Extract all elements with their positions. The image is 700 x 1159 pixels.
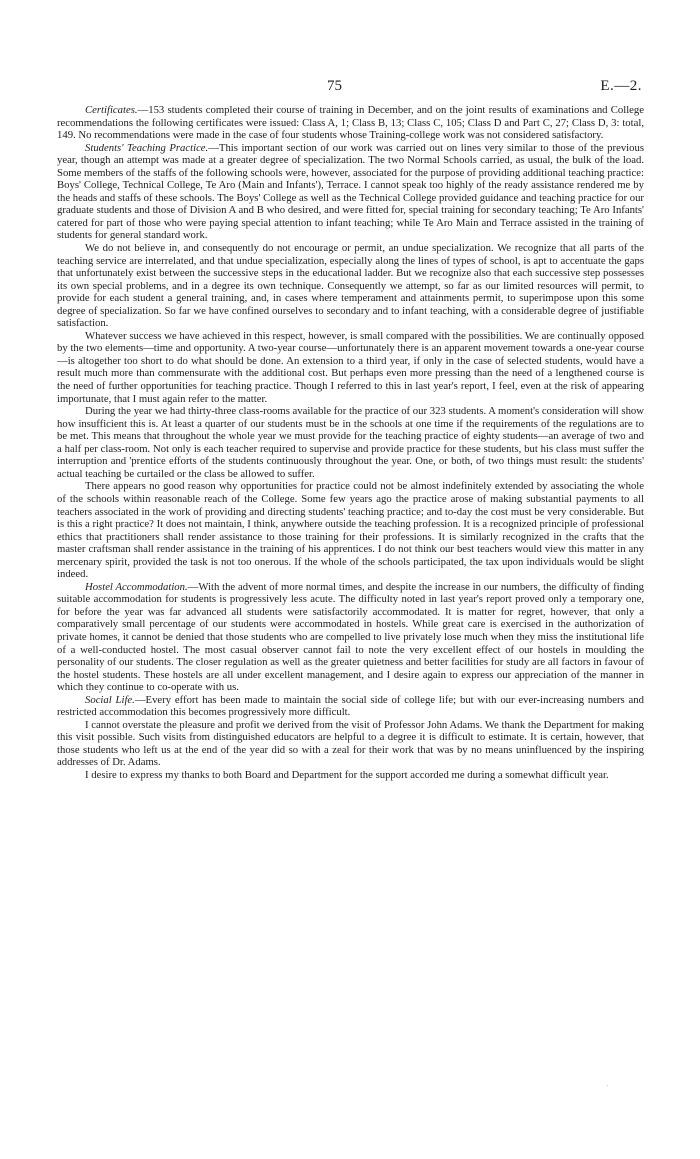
paragraph-social-life xyxy=(57,694,644,719)
paragraph-certificates xyxy=(57,104,644,142)
paragraph-heading: Social Life. xyxy=(85,693,135,706)
paragraph-heading: Certificates. xyxy=(85,104,138,116)
paragraph-text: —This important section of our work was carried out on lines very similar to those of the previous year, though an attempt was made at a greater degree of specialization. The two Normal Schools carried, as usual, the bulk of the load. Some members of the staffs of the following schools were, however, associated for the purpose of providing additional teaching practice: Boys' College, Technical College, Te Aro (Main and Infants'), Terrace. I cannot speak too highly of the ready assistance rendered me by the heads and staffs of these schools. The Boys' College as well as the Technical College provided guidance and teaching practice for our graduate students and those of Division A and B who desired, and were fitted for, special training for secondary teaching; Te Aro Infants' catered for part of those who were paying special attention to infant teaching; while Te Aro Main and Terrace assisted in the training of students for general standard work. xyxy=(57,141,644,242)
paragraph-text: I desire to express my thanks to both Board and Department for the support accorded me during a somewhat difficult year. xyxy=(85,768,609,781)
scan-mark: · xyxy=(606,1082,609,1090)
paragraph-text: Whatever success we have achieved in this respect, however, is small compared with the possibilities. We are continually opposed by the two elements—time and opportunity. A two-year course—unfortunately there is an apparent movement towards a one-year course—is altogether too short to do what should be done. An extension to a third year, if only in the case of selected students, would have a result much more than commensurate with the additional cost. But perhaps even more pressing than the need of a lengthened course is the need of further opportunities for teaching practice. Though I referred to this in last year's report, I feel, even at the risk of appearing importunate, that I must again refer to the matter. xyxy=(57,329,644,405)
document-reference: E.—2. xyxy=(600,78,642,94)
paragraph-thanks xyxy=(57,769,644,782)
paragraph-text: —Every effort has been made to maintain the social side of college life; but with our ever-increasing numbers and restricted accommodation this becomes progressively more difficult. xyxy=(57,693,644,719)
paragraph-teaching-practice xyxy=(57,142,644,242)
paragraph-text: We do not believe in, and consequently do not encourage or permit, an undue specialization. We recognize that all parts of the teaching service are interrelated, and that undue specialization, especially along the lines of types of school, is apt to accentuate the gaps that unfortunately exist between the successive steps in the educational ladder. But we recognize also that each successive step possesses its own special problems, and in a degree its own technique. Consequently we attempt, so far as our limited resources will permit, to provide for each student a general training, and, in cases where temperament and attainments permit, to superimpose upon this some degree of specialization. So far we have confined ourselves to secondary and to infant teaching, with a considerable degree of justifiable satisfaction. xyxy=(57,242,644,330)
body-text xyxy=(57,104,644,782)
paragraph-text: There appears no good reason why opportunities for practice could not be almost indefinitely extended by associating the whole of the schools within reasonable reach of the College. Some few years ago the practice arose of making substantial payments to all teachers associated in the work of providing and directing students' teaching practice; and to-day the cost must be very considerable. But is this a right practice? It does not maintain, I think, anywhere outside the teaching profession. It is a recognized principle of professional ethics that practitioners shall render assistance to those training for their professions. It is similarly recognized in the crafts that the master craftsman shall render assistance in the training of his apprentices. I do not think our best teachers would view this matter in any mercenary spirit, provided the task is not too onerous. If the whole of the schools participated, the tax upon individuals would be slight indeed. xyxy=(57,480,644,581)
paragraph-possibilities xyxy=(57,330,644,405)
paragraph-opportunities xyxy=(57,480,644,580)
paragraph-heading: Students' Teaching Practice. xyxy=(85,141,209,154)
paragraph-text: I cannot overstate the pleasure and profit we derived from the visit of Professor John Adams. We thank the Department for making this visit possible. Such visits from distinguished educators are helpful to a degree it is difficult to estimate. It is certain, however, that those students who left us at the end of the year did so with a zeal for their work that was by no means uninfluenced by the inspiring addresses of Dr. Adams. xyxy=(57,718,644,769)
paragraph-text: —With the advent of more normal times, and despite the increase in our numbers, the difficulty of finding suitable accommodation for students is progressively less acute. The difficulty noted in last year's report proved only a temporary one, for before the year was far advanced all students were satisfactorily accommodated. It is matter for regret, however, that only a comparatively small percentage of our students were accommodated in hostels. While great care is exercised in the authorization of private homes, it cannot be denied that those students who are compelled to live privately lose much when they miss the institutional life of a well-conducted hostel. The most casual observer cannot fail to note the very excellent effect of our hostels in moulding the personality of our students. The closer regulation as well as the greater quietness and better facilities for study are all factors in favour of the hostel students. These hostels are all under excellent management, and I desire again to express our appreciation of the manner in which they continue to co-operate with us. xyxy=(57,580,644,694)
paragraph-text: During the year we had thirty-three class-rooms available for the practice of our 323 students. A moment's consideration will show how insufficient this is. At least a quarter of our students must be in the schools at one time if the requirements of the regulations are to be met. This means that throughout the whole year we must provide for the teaching practice of eighty students—an average of two and a half per class-room. Not only is each teacher required to supervise and provide practice for these students, but his class must suffer the interruption and 'prentice efforts of the students continuously throughout the year. One, or both, of two things must result: the students' actual teaching be curtailed or the class be allowed to suffer. xyxy=(57,405,644,480)
paragraph-professor-adams xyxy=(57,719,644,769)
page-number: 75 xyxy=(327,78,342,94)
paragraph-class-rooms xyxy=(57,405,644,480)
page-header xyxy=(57,78,644,104)
paragraph-heading: Hostel Accommodation. xyxy=(85,580,188,593)
paragraph-specialization xyxy=(57,242,644,330)
paragraph-text: —153 students completed their course of training in December, and on the joint results of examinations and College recommendations the following certificates were issued: Class A, 1; Class B, 13; Class C, 105; Class D and Part C, 27; Class D, 3: total, 149. No recommendations were made in the case of four students whose Training-college work was not considered satisfactory. xyxy=(57,104,644,142)
paragraph-hostel-accommodation xyxy=(57,581,644,694)
